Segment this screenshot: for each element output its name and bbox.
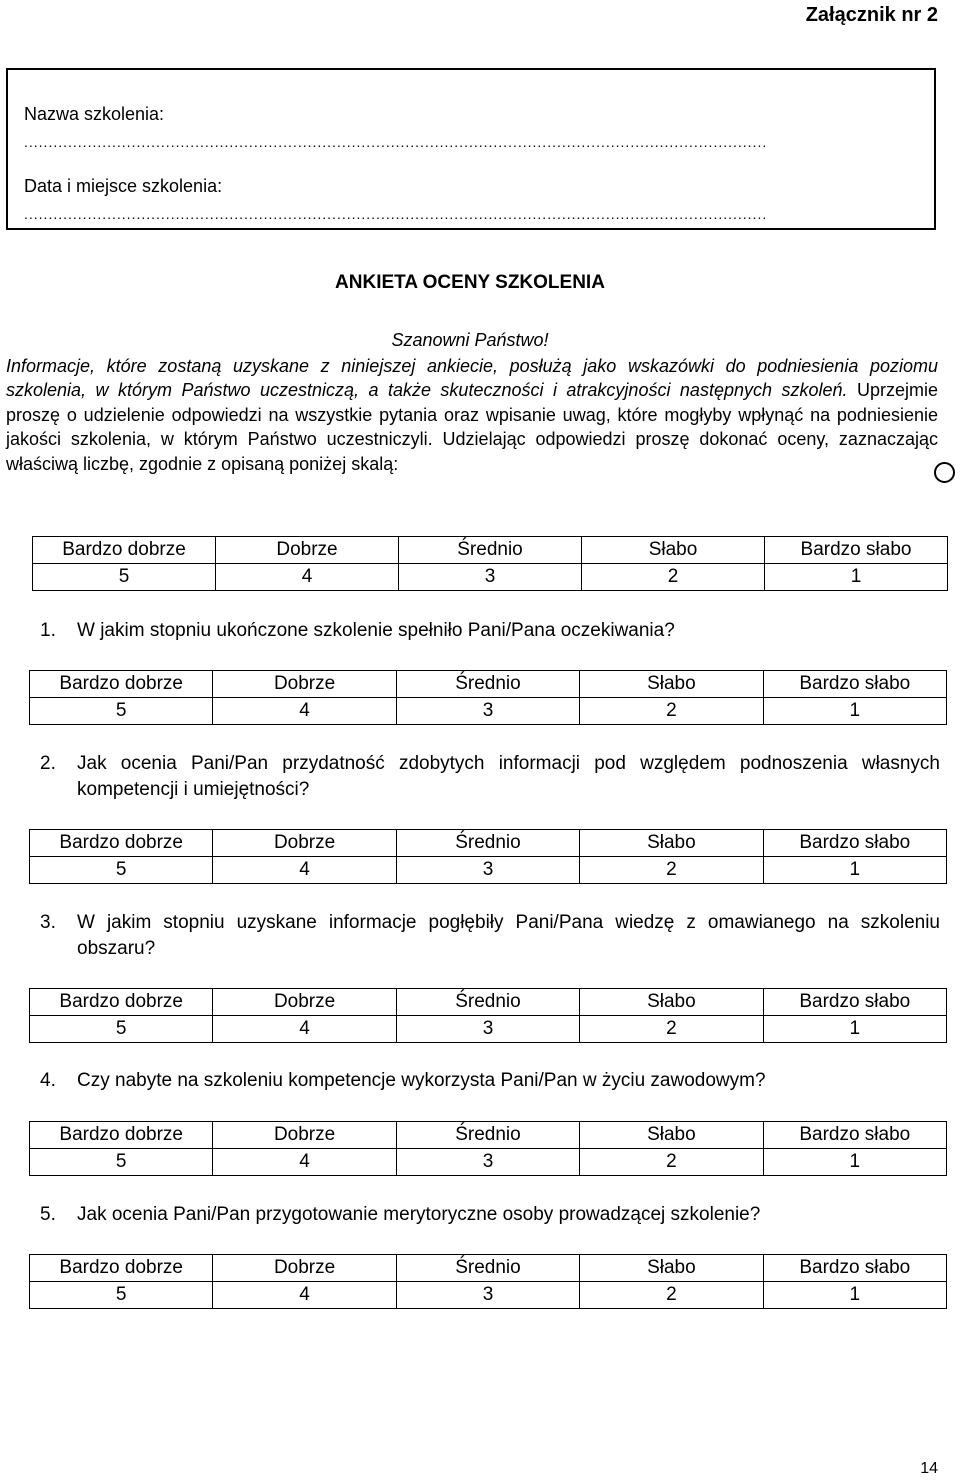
question-1-rating-table [29, 670, 947, 725]
intro-text-2: Uprzejmie proszę o udzielenie odpowiedzi na wszystkie pytania oraz wpisanie uwag, które mogłyby wpłynąć na podniesienie jakości szkolenia, w którym Państwo uczestniczyli. [6, 380, 938, 450]
question-text: Jak ocenia Pani/Pan przydatność zdobytych informacji pod względem podnoszenia własnych kompetencji i umiejętności? [77, 753, 940, 800]
question-number: 3. [40, 912, 56, 933]
rating-option-5[interactable]: 5 [30, 857, 213, 884]
scale-value: 2 [582, 564, 765, 591]
survey-title: ANKIETA OCENY SZKOLENIA [335, 272, 605, 293]
scale-labels-row [33, 537, 948, 564]
rating-option-1[interactable]: 1 [763, 1282, 946, 1309]
rating-option-5[interactable]: 5 [30, 1149, 213, 1176]
training-name-label: Nazwa szkolenia: [24, 104, 165, 124]
rating-option-5[interactable]: 5 [30, 1282, 213, 1309]
rating-label: Bardzo dobrze [30, 989, 213, 1016]
rating-label: Dobrze [213, 1122, 396, 1149]
question-text: Czy nabyte na szkoleniu kompetencje wykorzysta Pani/Pan w życiu zawodowym? [77, 1070, 766, 1091]
rating-label: Słabo [580, 1122, 763, 1149]
scale-label: Bardzo dobrze [33, 537, 216, 564]
rating-label: Bardzo słabo [763, 989, 946, 1016]
rating-option-4[interactable]: 4 [213, 1149, 396, 1176]
survey-intro [6, 354, 938, 476]
rating-label: Bardzo dobrze [30, 830, 213, 857]
rating-label: Średnio [396, 989, 579, 1016]
scale-label: Dobrze [216, 537, 399, 564]
scale-value: 1 [765, 564, 948, 591]
rating-label: Średnio [396, 671, 579, 698]
scale-value: 3 [399, 564, 582, 591]
scale-legend-table [32, 536, 948, 591]
rating-label: Bardzo słabo [763, 1255, 946, 1282]
rating-option-2[interactable]: 2 [580, 698, 763, 725]
scale-value: 4 [216, 564, 399, 591]
rating-label: Bardzo dobrze [30, 1122, 213, 1149]
rating-label: Średnio [396, 830, 579, 857]
rating-option-2[interactable]: 2 [580, 1282, 763, 1309]
rating-option-3[interactable]: 3 [396, 698, 579, 725]
rating-option-4[interactable]: 4 [213, 857, 396, 884]
scale-label: Średnio [399, 537, 582, 564]
rating-label: Bardzo dobrze [30, 671, 213, 698]
rating-label: Słabo [580, 1255, 763, 1282]
rating-label: Bardzo słabo [763, 671, 946, 698]
rating-option-2[interactable]: 2 [580, 857, 763, 884]
page-number: 14 [920, 1460, 938, 1477]
question-number: 4. [40, 1070, 56, 1091]
question-1 [40, 618, 940, 644]
question-text: W jakim stopniu ukończone szkolenie spełniło Pani/Pana oczekiwania? [77, 620, 675, 641]
rating-option-3[interactable]: 3 [396, 857, 579, 884]
intro-text-3: Udzielając odpowiedzi proszę dokonać oceny, zaznaczając właściwą liczbę, zgodnie z opisaną poniżej skalą: [6, 429, 938, 474]
rating-option-1[interactable]: 1 [763, 1149, 946, 1176]
rating-option-2[interactable]: 2 [580, 1016, 763, 1043]
rating-option-5[interactable]: 5 [30, 1016, 213, 1043]
question-number: 5. [40, 1204, 56, 1225]
date-place-field[interactable]: ........................................................................................................................................................ [24, 206, 768, 222]
question-2 [40, 751, 940, 803]
rating-option-5[interactable]: 5 [30, 698, 213, 725]
rating-option-3[interactable]: 3 [396, 1016, 579, 1043]
rating-label: Bardzo słabo [763, 830, 946, 857]
rating-label: Średnio [396, 1255, 579, 1282]
rating-label: Średnio [396, 1122, 579, 1149]
question-text: Jak ocenia Pani/Pan przygotowanie merytoryczne osoby prowadzącej szkolenie? [77, 1204, 761, 1225]
rating-option-3[interactable]: 3 [396, 1282, 579, 1309]
rating-label: Dobrze [213, 671, 396, 698]
scale-value: 5 [33, 564, 216, 591]
rating-option-1[interactable]: 1 [763, 857, 946, 884]
rating-label: Słabo [580, 989, 763, 1016]
intro-text-1: Informacje, które zostaną uzyskane z niniejszej ankiecie, posłużą jako wskazówki do podniesienia poziomu szkolenia, w którym Państwo uczestniczą, a także skuteczności i atrakcyjności następnych szkoleń. [6, 356, 938, 401]
question-2-rating-table [29, 829, 947, 884]
rating-option-1[interactable]: 1 [763, 1016, 946, 1043]
question-5-rating-table [29, 1254, 947, 1309]
question-text: W jakim stopniu uzyskane informacje pogłębiły Pani/Pana wiedzę z omawianego na szkoleniu obszaru? [77, 912, 940, 959]
scale-label: Słabo [582, 537, 765, 564]
question-5 [40, 1202, 940, 1228]
date-place-label: Data i miejsce szkolenia: [24, 176, 223, 196]
question-4-rating-table [29, 1121, 947, 1176]
rating-option-1[interactable]: 1 [763, 698, 946, 725]
rating-option-4[interactable]: 4 [213, 1016, 396, 1043]
rating-option-3[interactable]: 3 [396, 1149, 579, 1176]
rating-option-2[interactable]: 2 [580, 1149, 763, 1176]
question-4 [40, 1068, 940, 1094]
rating-label: Słabo [580, 830, 763, 857]
question-3-rating-table [29, 988, 947, 1043]
rating-option-4[interactable]: 4 [213, 1282, 396, 1309]
scale-values-row [33, 564, 948, 591]
scale-label: Bardzo słabo [765, 537, 948, 564]
rating-label: Bardzo dobrze [30, 1255, 213, 1282]
rating-label: Dobrze [213, 1255, 396, 1282]
question-number: 2. [40, 753, 56, 774]
question-number: 1. [40, 620, 56, 641]
rating-label: Dobrze [213, 830, 396, 857]
training-info-box [6, 68, 936, 230]
rating-label: Bardzo słabo [763, 1122, 946, 1149]
rating-label: Dobrze [213, 989, 396, 1016]
training-name-field[interactable]: ........................................................................................................................................................ [24, 134, 768, 150]
rating-label: Słabo [580, 671, 763, 698]
question-3 [40, 910, 940, 962]
survey-greeting: Szanowni Państwo! [391, 330, 549, 350]
rating-option-4[interactable]: 4 [213, 698, 396, 725]
circle-mark-icon [934, 462, 955, 483]
annex-label: Załącznik nr 2 [805, 4, 938, 26]
